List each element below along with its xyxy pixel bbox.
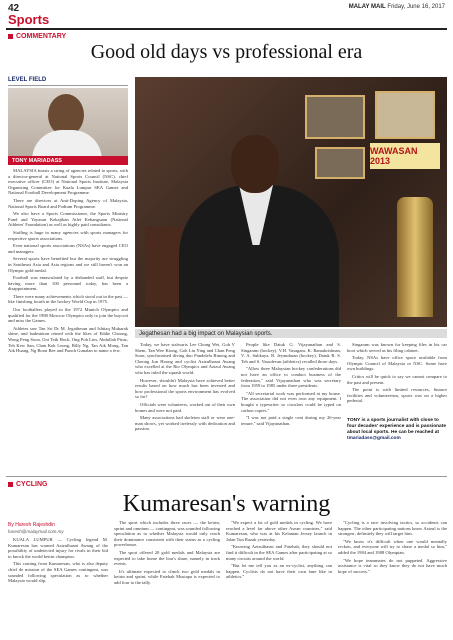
- paragraph: Even national sports associations (NSAs) have engaged CEO and managers.: [8, 243, 128, 254]
- writer-bio: [347, 418, 447, 442]
- paragraph: Athletes saw Tan Sri Dr M. Jegathesan and Ishtiaq Mubarak shine, and badminton reined with the likes of Eddie Choong, Wong Peng Soon, Ooi Teik Hock, Ong Poh Lim, Abdullah Piruz, Teh Kew San, Chan Kok Leong, Billy Ng, Tan Aik Mong, Tan Aik Huang, Ng Boon Bee and Punch Gunalan to name a few.: [8, 325, 128, 354]
- trophy-icon: [397, 197, 433, 317]
- cycling-headline: Kumaresan's warning: [122, 491, 331, 517]
- paragraph: "I was not paid a single cent during my 26-year tenure," said Vijayanathan.: [241, 415, 341, 426]
- section-title: Sports: [8, 12, 50, 27]
- cycling-column-4: [338, 520, 447, 633]
- commentary-column-2: [135, 342, 235, 470]
- paragraph: "Cycling is a race involving tactics, so accidents can happen. The other participating nations know Azizul is the strongest, definitely they will target him.: [338, 520, 447, 537]
- cycling-tag-label: CYCLING: [16, 481, 48, 488]
- photo-caption: Jegathesan had a big impact on Malaysian sports.: [135, 329, 447, 338]
- paragraph: Singaram was known for keeping files in his car boot which served as his filing cabinet.: [347, 342, 447, 353]
- paragraph: "We know it's difficult when one would mentally reckon, and everyone will try to chase a medal so him," added the 1984 and 1988 Olympian.: [338, 538, 447, 555]
- paragraph: Today, NSAs have office space available from Olympic Council of Malaysia or NSC. Some have own buildings.: [347, 355, 447, 372]
- cycling-column-3: [226, 520, 332, 633]
- cycling-column-1: [8, 537, 108, 633]
- writer-name: TONY MARIADASS: [8, 156, 128, 165]
- paragraph: "All secretarial work was performed at my house. The association did not even own any equipment. I bought a typewriter so circulars could be typed on carbon copies.": [241, 390, 341, 413]
- bio-text: TONY is a sports journalist with close to four decades' experience and is passionate about local sports. He can be reached at: [347, 418, 446, 435]
- subject-head: [231, 135, 279, 193]
- paragraph: Today, we have stalwarts Lee Chong Wei, Goh V Shem, Tan Wee Kiong, Goh Liu Ying and Chan Peng Soon, synchronised diving duo Pandelela Rinong and Cheong Jun Hoong and cyclist Azizulhasni Awang who excelled at the Rio Olympics and Azizul Awang who has ruled the squash world.: [135, 342, 235, 375]
- square-icon: [8, 34, 13, 39]
- paragraph: "Allow three Malaysian hockey confederations did not have an office to conduct business of the federation," said Vijayanathan who was secretary from 1959 to 1985 under three presidents.: [241, 366, 341, 389]
- paragraph: "But let me tell you as an ex-cyclist, anything can happen. Cyclists do not have their own lane like in athletics.": [226, 563, 332, 580]
- paper-date-line: [349, 4, 445, 10]
- paragraph: "Knowing Azizulhasni and Fatehah, they should not find it difficult in the SEA Games after participating at so many circuits around the world.: [226, 544, 332, 561]
- page-header: [0, 0, 453, 28]
- paragraph: Football was emasculated by a disbanded staff, but despite having more than 100 personnel today, has been a disappointment.: [8, 275, 128, 292]
- paragraph: Officials were volunteers, worked out of their own homes and were not paid.: [135, 401, 235, 413]
- paragraph: We also have a Sports Commissioner, the Sports Ministry Fund and Yayasan Kebajikan Atlet Kebangsaan (National Athletes' Foundation) as well as highly paid consultants.: [8, 211, 128, 228]
- square-icon: [8, 482, 13, 487]
- header-rule: [6, 28, 447, 30]
- paragraph: The point is with limited resources, finance facilities and volunteerism, sports was on a higher pedestal.: [347, 387, 447, 404]
- paragraph: Many associations had skeleton staff or were one-man shows, yet worked tirelessly with dedication and passion.: [135, 415, 235, 432]
- paragraph: There are directors at Anti-Doping Agency of Malaysia, National Sports Board and Podium Programme.: [8, 197, 128, 209]
- wawasan-banner: WAWASAN 2013: [370, 143, 440, 169]
- column-rule: [8, 85, 128, 86]
- section-divider: [6, 476, 447, 477]
- paragraph: It's ultimate expected to clinch two gold medals in keirin and sprint, while Fatehah Mustapa is expected to add four to the tally.: [114, 568, 220, 585]
- bio-email: tmariadass@gmail.com: [347, 436, 401, 441]
- commentary-column-1: [8, 168, 128, 468]
- paragraph: Our footballers played in the 1972 Munich Olympics and qualified for the 1980 Moscow Olympics only to join the boycott and miss the Games.: [8, 307, 128, 324]
- paragraph: However, shouldn't Malaysia have achieved better results based on how much has been invested and how professional the sports environment has evolved so far?: [135, 377, 235, 400]
- paragraph: The sport which includes three races — the keirin, sprint and omnium — contingent, was sounded following speculation as to whether Malaysia would only reach their dominance consistent with their status as a cycling powerhouse.: [114, 520, 220, 548]
- paragraph: This coming from Kumaresan, who is also deputy chief de mission of the SEA Games contingent, was sounded following speculation as to whether Malaysia would slip.: [8, 561, 108, 584]
- paragraph: Critics will be quick to say we cannot compare to the past and present.: [347, 373, 447, 385]
- cycling-tag: [8, 481, 48, 488]
- cycling-column-2: [114, 520, 220, 633]
- wall-frame: [375, 91, 435, 139]
- main-photo: [135, 77, 447, 327]
- wall-frame: [315, 147, 365, 179]
- writer-body: [32, 130, 102, 156]
- commentary-column-3: [241, 342, 341, 470]
- commentary-tag-label: COMMENTARY: [16, 33, 67, 40]
- column-name: LEVEL FIELD: [8, 77, 47, 83]
- commentary-headline: Good old days vs professional era: [90, 41, 363, 63]
- page-number: 42: [8, 3, 20, 14]
- byline-email: haresh@malaymail.com.my: [8, 529, 64, 534]
- issue-date: Friday, June 16, 2017: [387, 4, 445, 10]
- paragraph: "We hope teammates do not puppeted. Aggressive assistance is vital so they know they do not have much hope of success.": [338, 557, 447, 574]
- paragraph: KUALA LUMPUR — Cycling legend M. Kumaresan has warned Azizulhasni Awang of the possibility of undetected injury for rivals in their bid to knock the world keirin champion.: [8, 537, 108, 559]
- paragraph: There were many achievements which stood out in the past — like finishing fourth in the hockey World Cup in 1975.: [8, 293, 128, 305]
- paper-name: MALAY MAIL: [348, 4, 386, 10]
- paragraph: Staffing is huge in many agencies with sports managers for respective sports associations.: [8, 229, 128, 241]
- wall-frame: [305, 95, 365, 139]
- paragraph: The sport offered 20 gold medals and Malaysia are expected to take home the lion's share, namely in track events.: [114, 549, 220, 567]
- paragraph: People like Datuk G. Vijayanathan and S. Singaram (hockey), V.H. Vasagam, K. Ramakrishnan, V. A. Subkaya, R. Jeyandaran (hockey), Datuk R. S. Teh and S. Vasudevan (athletics) recalled those days.: [241, 342, 341, 364]
- paragraph: "We expect a lot of gold medals in cycling. We have reached a level far above other Asean countries," said Kumaresan, who was at his Kelantan Jersey launch in Jalan Tun Razak yesterday.: [226, 520, 332, 542]
- paragraph: Several sports have benefited but the majority are struggling in Southeast Asia and Asia regions and we still haven't won an Olympic gold medal.: [8, 256, 128, 273]
- byline: By Haresh Rajeshdin: [8, 522, 55, 528]
- commentary-column-4: [347, 342, 447, 410]
- paragraph: MALAYSIA boasts a string of agencies related to sports, with a director-general at National Sports Council (NSC), chief executive officer (CEO) at National Sports Institute, Malaysia Organising Committee for Kuala Lumpur SEA Games and National Football Development Programme.: [8, 168, 128, 196]
- commentary-tag: [8, 33, 66, 40]
- writer-photo: [8, 88, 128, 156]
